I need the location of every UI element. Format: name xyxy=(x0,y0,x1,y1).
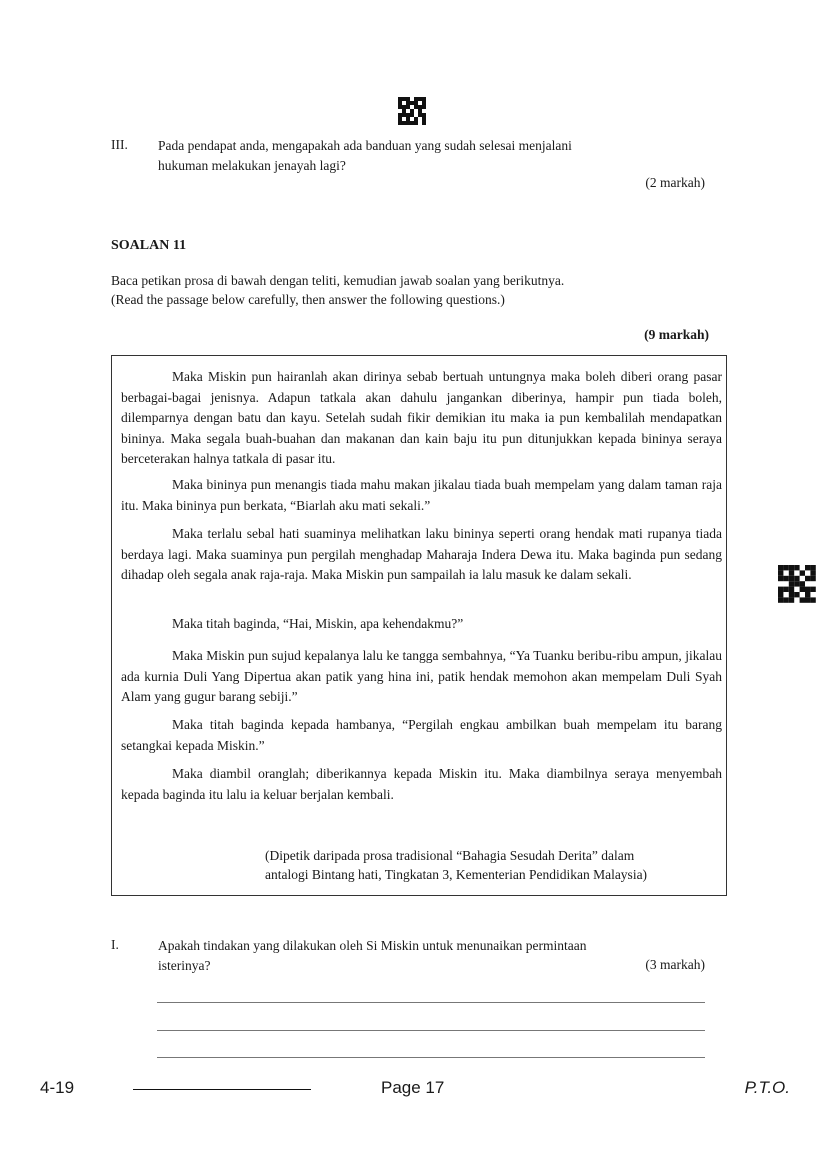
passage-source xyxy=(265,846,721,884)
question-i-number: I. xyxy=(111,937,119,952)
question-iii-marks: (2 markah) xyxy=(645,175,705,190)
passage-source-line2: antalogi Bintang hati, Tingkatan 3, Kementerian Pendidikan Malaysia) xyxy=(265,867,648,882)
answer-line[interactable] xyxy=(157,1057,705,1058)
instruction-english: (Read the passage below carefully, then answer the following questions.) xyxy=(111,292,505,307)
passage-source-line1: (Dipetik daripada prosa tradisional “Bahagia Sesudah Derita” dalam xyxy=(265,848,635,863)
question-iii-number: III. xyxy=(111,137,128,152)
passage-paragraph: Maka titah baginda, “Hai, Miskin, apa kehendakmu?” xyxy=(172,616,464,631)
passage-paragraph: Maka titah baginda kepada hambanya, “Pergilah engkau ambilkan buah mempelam itu barang setangkai kepada Miskin.” xyxy=(121,717,722,753)
passage-paragraph: Maka bininya pun menangis tiada mahu makan jikalau tiada buah mempelam yang dalam taman raja itu. Maka bininya pun berkata, “Biarlah aku mati sekali.” xyxy=(121,477,722,513)
footer-divider xyxy=(133,1089,311,1090)
answer-line[interactable] xyxy=(157,1002,705,1003)
section-total-marks: (9 markah) xyxy=(644,327,709,342)
question-i-text xyxy=(158,936,718,976)
footer-page-number: Page 17 xyxy=(381,1078,445,1097)
question-iii-text xyxy=(158,136,718,176)
qr-code-side xyxy=(778,565,816,603)
question-i-line2: isterinya? xyxy=(158,958,211,973)
qr-code-top xyxy=(398,97,426,125)
question-i-marks: (3 markah) xyxy=(645,957,705,972)
footer-code: 4-19 xyxy=(40,1078,75,1097)
question-iii-line1: Pada pendapat anda, mengapakah ada banduan yang sudah selesai menjalani xyxy=(158,138,572,153)
passage-paragraph: Maka Miskin pun hairanlah akan dirinya sebab bertuah untungnya maka boleh diberi orang pasar berbagai-bagai jenisnya. Adapun tatkala akan dahulu jangankan diberinya, hampir pun tiada boleh, dilemparnya dengan batu dan kayu. Setelah sudah fikir demikian itu maka ia pun kembalilah mendapatkan bininya. Maka segala buah-buahan dan makanan dan kain baju itu pun ditunjukkan kepada bininya seraya berceterakan halnya tatkala di pasar itu. xyxy=(121,369,722,466)
section-instructions xyxy=(111,271,711,309)
passage-paragraph: Maka diambil oranglah; diberikannya kepada Miskin itu. Maka diambilnya seraya menyembah kepada baginda itu lalu ia keluar berjalan kembali. xyxy=(121,766,722,802)
footer-pto: P.T.O. xyxy=(744,1078,790,1097)
instruction-malay: Baca petikan prosa di bawah dengan teliti, kemudian jawab soalan yang berikutnya. xyxy=(111,273,565,288)
passage-paragraph: Maka terlalu sebal hati suaminya melihatkan laku bininya seperti orang hendak mati rupanya tiada berdaya lagi. Maka suaminya pun pergilah menghadap Maharaja Indera Dewa itu. Maka baginda pun sedang dihadap oleh segala anak raja-raja. Maka Miskin pun sampailah ia lalu masuk ke dalam sekali. xyxy=(121,526,722,582)
question-iii-line2: hukuman melakukan jenayah lagi? xyxy=(158,158,346,173)
section-heading: SOALAN 11 xyxy=(111,238,187,253)
question-i-line1: Apakah tindakan yang dilakukan oleh Si Miskin untuk menunaikan permintaan xyxy=(158,938,587,953)
passage-paragraph: Maka Miskin pun sujud kepalanya lalu ke tangga sembahnya, “Ya Tuanku beribu-ribu ampun, jikalau ada kurnia Duli Yang Dipertua akan patik yang hina ini, patik hendak memohon akan mempelam Duli Syah Alam yang gugur barang sebiji.” xyxy=(121,648,722,704)
answer-line[interactable] xyxy=(157,1030,705,1031)
